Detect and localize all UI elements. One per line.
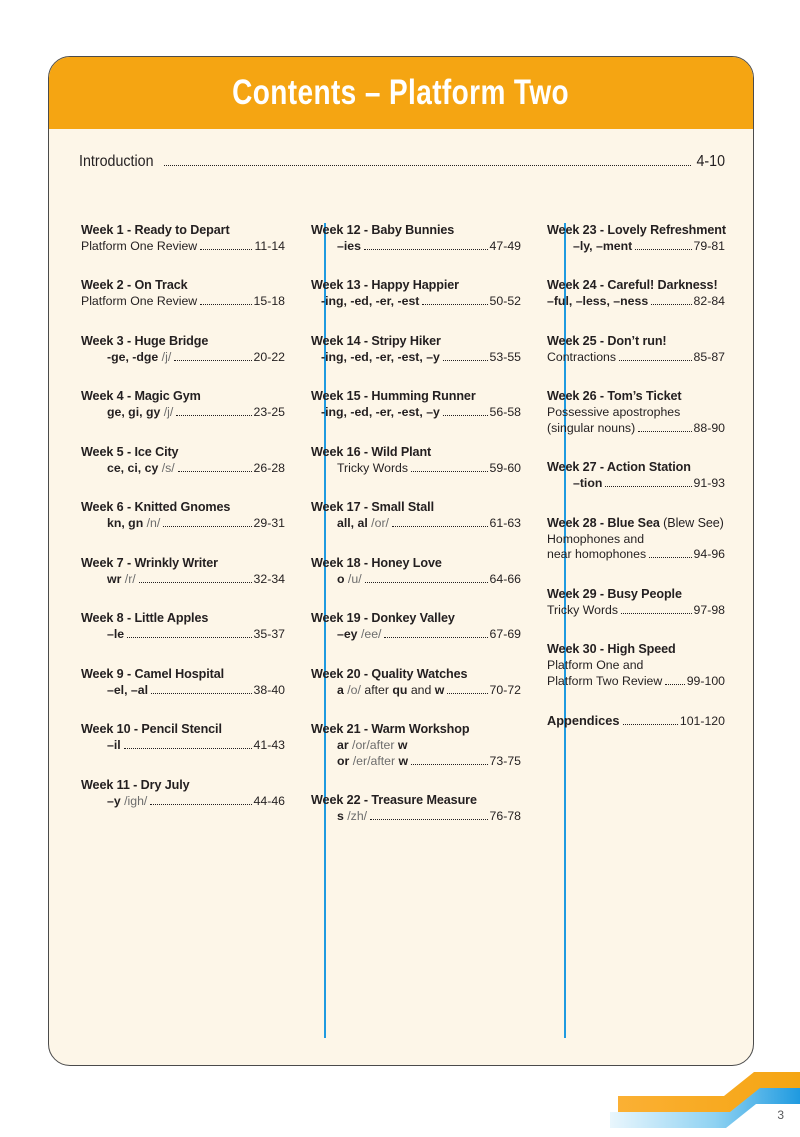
week-entry-subline-text: Platform One Review — [81, 294, 198, 309]
week-entry-subline-text: kn, gn /n/ — [107, 516, 161, 531]
week-entry-title: Week 14 - Stripy Hiker — [311, 333, 441, 348]
week-entry-subline — [311, 350, 521, 365]
week-entry-title: Week 29 - Busy People — [547, 586, 682, 601]
week-entry-subline — [311, 754, 521, 769]
leader-dots — [447, 691, 487, 694]
week-entry[interactable] — [547, 516, 725, 563]
week-entry[interactable] — [81, 278, 285, 309]
week-entry-subline — [311, 461, 521, 476]
leader-dots — [124, 746, 252, 749]
week-entry[interactable] — [311, 500, 521, 531]
week-entry-pages: 23-25 — [253, 405, 285, 420]
week-entry-title: Week 1 - Ready to Depart — [81, 223, 230, 237]
week-entry-subline-text: –tion — [573, 476, 603, 491]
week-entry-subline-text: -ing, -ed, -er, -est — [321, 294, 420, 309]
week-entry-title: Week 17 - Small Stall — [311, 500, 434, 515]
week-entry-subline-text: -ing, -ed, -er, -est, –y — [321, 349, 440, 364]
week-entry-subline-text: Platform One and — [547, 658, 644, 673]
leader-dots — [605, 484, 691, 487]
week-entry-subline — [81, 627, 285, 642]
page-header-band — [49, 57, 753, 129]
week-entry-title: Week 6 - Knitted Gnomes — [81, 500, 231, 515]
week-entry-title: Week 26 - Tom’s Ticket — [547, 389, 682, 404]
leader-dots — [665, 682, 684, 685]
week-entry-title: Week 12 - Baby Bunnies — [311, 223, 455, 237]
week-entry[interactable] — [311, 793, 521, 824]
week-entry-pages: 64-66 — [489, 571, 521, 586]
week-entry[interactable] — [81, 223, 285, 254]
week-entry-pages: 26-28 — [253, 460, 285, 475]
week-entry[interactable] — [81, 389, 285, 420]
week-entry-subline — [311, 239, 521, 254]
week-entry[interactable] — [547, 587, 725, 618]
week-entry-subline-text: all, al /or/ — [337, 516, 389, 531]
week-entry-subline-text: Tricky Words — [337, 460, 409, 475]
week-entry-subline-text: -ge, -dge /j/ — [107, 349, 172, 364]
week-entry-subline-text: s /zh/ — [337, 809, 368, 824]
week-entry-pages: 41-43 — [253, 738, 285, 753]
week-entry-title: Week 18 - Honey Love — [311, 555, 442, 570]
week-entry-pages: 44-46 — [253, 793, 285, 808]
week-entry[interactable] — [81, 500, 285, 531]
week-entry-subline — [547, 294, 725, 309]
leader-dots — [127, 635, 251, 638]
leader-dots — [384, 635, 487, 638]
week-entry-title: Week 16 - Wild Plant — [311, 444, 432, 459]
week-entry-title: Week 13 - Happy Happier — [311, 278, 459, 293]
contents-column-2 — [297, 223, 533, 1038]
week-entry-pages: 35-37 — [253, 627, 285, 642]
week-entry-subline — [311, 627, 521, 642]
leader-dots — [392, 524, 488, 527]
week-entry-subline-text: Platform One Review — [81, 239, 198, 253]
introduction-pages: 4-10 — [696, 153, 725, 170]
footer-swoosh-decoration — [600, 1066, 800, 1132]
week-entry-title: Week 24 - Careful! Darkness! — [547, 278, 718, 293]
week-entry-subline-text: ce, ci, cy /s/ — [107, 460, 175, 475]
week-entry-subline — [81, 794, 285, 809]
week-entry[interactable] — [547, 642, 725, 689]
leader-dots — [411, 762, 487, 765]
week-entry-subline — [547, 239, 725, 254]
week-entry-pages: 97-98 — [693, 602, 725, 617]
leader-dots — [139, 580, 252, 583]
week-entry-pages: 38-40 — [253, 682, 285, 697]
week-entry-subline-text: Contractions — [547, 349, 617, 364]
introduction-entry[interactable] — [79, 153, 725, 171]
week-entry-subline — [81, 461, 285, 476]
leader-dots — [651, 302, 691, 305]
week-entry-subline — [81, 572, 285, 587]
week-entry-pages: 67-69 — [489, 627, 521, 642]
week-entry-pages: 91-93 — [693, 476, 725, 491]
week-entry[interactable] — [311, 334, 521, 365]
week-entry-subline — [547, 603, 725, 618]
week-entry-subline — [311, 683, 521, 698]
week-entry-pages: 82-84 — [693, 294, 725, 309]
week-entry-pages: 99-100 — [686, 673, 725, 688]
leader-dots — [200, 247, 252, 250]
week-entry-subline — [547, 476, 725, 491]
week-entry-subline — [547, 421, 725, 436]
week-entry-pages: 11-14 — [254, 239, 285, 253]
week-entry-subline-text: Homophones and — [547, 531, 645, 546]
week-entry-title: Week 22 - Treasure Measure — [311, 793, 477, 808]
week-entry-title: Week 9 - Camel Hospital — [81, 666, 225, 681]
week-entry-subline — [547, 713, 725, 729]
leader-dots — [621, 611, 691, 614]
week-entry-pages: 47-49 — [489, 239, 521, 253]
week-entry-title: Week 5 - Ice City — [81, 444, 179, 459]
week-entry-subline — [81, 294, 285, 309]
week-entry[interactable] — [81, 778, 285, 809]
week-entry-subline-text: wr /r/ — [107, 571, 136, 586]
leader-dots — [150, 802, 251, 805]
leader-dots — [649, 555, 691, 558]
week-entry-pages: 53-55 — [489, 349, 521, 364]
week-entry-pages: 50-52 — [489, 294, 521, 309]
week-entry-title: Week 28 - Blue Sea (Blew See) — [547, 515, 724, 530]
week-entry[interactable] — [311, 223, 521, 254]
week-entry-subline — [81, 683, 285, 698]
leader-dots — [200, 302, 251, 305]
week-entry[interactable] — [547, 389, 725, 436]
week-entry-subline — [547, 405, 725, 420]
leader-dots — [443, 413, 488, 416]
week-entry-subline — [547, 532, 725, 547]
leader-dots — [638, 429, 691, 432]
week-entry[interactable] — [311, 556, 521, 587]
week-entry-subline — [547, 658, 725, 673]
week-entry-pages: 88-90 — [693, 420, 725, 435]
contents-page-card — [48, 56, 754, 1066]
week-entry-subline-text: ge, gi, gy /j/ — [107, 405, 174, 420]
week-entry-subline-text: –ly, –ment — [573, 239, 633, 253]
leader-dots — [178, 469, 252, 472]
week-entry-subline-text: –il — [107, 738, 121, 753]
week-entry[interactable] — [547, 223, 725, 254]
leader-dots — [635, 247, 691, 250]
leader-dots — [163, 524, 251, 527]
week-entry[interactable] — [81, 445, 285, 476]
week-entry-pages: 73-75 — [489, 753, 521, 768]
week-entry-subline-text: ar /or/after w — [337, 738, 408, 753]
week-entry-subline — [81, 738, 285, 753]
week-entry[interactable] — [547, 278, 725, 309]
week-entry-pages: 101-120 — [679, 714, 725, 729]
week-entry-subline — [547, 674, 725, 689]
week-entry-subline — [547, 547, 725, 562]
week-entry[interactable] — [81, 556, 285, 587]
week-entry[interactable] — [547, 334, 725, 365]
week-entry-subline-text: –y /igh/ — [107, 793, 148, 808]
week-entry-subline-text: –le — [107, 627, 125, 642]
week-entry[interactable] — [311, 667, 521, 698]
week-entry-subline-text: Possessive apostrophes — [547, 405, 681, 420]
leader-dots — [619, 358, 692, 361]
week-entry-title: Week 30 - High Speed — [547, 642, 676, 657]
week-entry-title: Week 19 - Donkey Valley — [311, 611, 455, 626]
leader-dots — [364, 247, 488, 250]
week-entry-pages: 85-87 — [693, 349, 725, 364]
week-entry[interactable] — [81, 611, 285, 642]
week-entry-title: Week 25 - Don’t run! — [547, 333, 667, 348]
week-entry[interactable] — [311, 389, 521, 420]
leader-dots — [176, 413, 251, 416]
week-entry[interactable] — [81, 667, 285, 698]
week-entry-title: Week 27 - Action Station — [547, 460, 691, 475]
week-entry-subline — [311, 294, 521, 309]
leader-dots — [443, 358, 488, 361]
week-entry-subline-text: -ing, -ed, -er, -est, –y — [321, 405, 440, 420]
week-entry[interactable] — [81, 722, 285, 753]
week-entry-subline-text: near homophones — [547, 547, 647, 562]
week-entry-subline-text: Platform Two Review — [547, 673, 663, 688]
introduction-label: Introduction — [79, 153, 154, 170]
week-entry-pages: 79-81 — [693, 239, 725, 253]
week-entry-subline-text: –ies — [337, 239, 361, 253]
leader-dots — [164, 163, 691, 166]
week-entry-title: Week 8 - Little Apples — [81, 611, 209, 626]
contents-column-1 — [67, 223, 297, 1038]
week-entry-subline — [81, 350, 285, 365]
week-entry-title: Week 15 - Humming Runner — [311, 389, 476, 404]
week-entry[interactable] — [311, 722, 521, 769]
week-entry[interactable] — [81, 334, 285, 365]
leader-dots — [174, 358, 251, 361]
page-title: Contents – Platform Two — [232, 73, 570, 112]
week-entry-title: Week 11 - Dry July — [81, 777, 190, 792]
week-entry-title: Week 2 - On Track — [81, 278, 188, 293]
week-entry-pages: 32-34 — [253, 571, 285, 586]
week-entry-subline — [547, 350, 725, 365]
week-entry-title: Week 3 - Huge Bridge — [81, 333, 209, 348]
week-entry-pages: 29-31 — [253, 516, 285, 531]
week-entry-subline — [311, 516, 521, 531]
week-entry-subline-text: –ful, –less, –ness — [547, 294, 649, 309]
week-entry[interactable] — [311, 278, 521, 309]
leader-dots — [151, 691, 252, 694]
week-entry-subline — [81, 516, 285, 531]
week-entry-subline — [311, 405, 521, 420]
week-entry-pages: 20-22 — [253, 349, 285, 364]
week-entry-subline-text: –el, –al — [107, 682, 149, 697]
week-entry-pages: 61-63 — [489, 516, 521, 531]
week-entry-subline-text: o /u/ — [337, 571, 362, 586]
week-entry-pages: 94-96 — [693, 547, 725, 562]
week-entry-title: Week 10 - Pencil Stencil — [81, 722, 222, 737]
week-entry[interactable] — [547, 460, 725, 491]
week-entry-pages: 76-78 — [489, 809, 521, 824]
week-entry-subline — [81, 405, 285, 420]
week-entry-pages: 59-60 — [489, 460, 521, 475]
week-entry-pages: 15-18 — [253, 294, 285, 309]
week-entry-title: Week 21 - Warm Workshop — [311, 722, 470, 737]
week-entry-subline-text: Appendices — [547, 713, 620, 729]
week-entry-title: Week 23 - Lovely Refreshment — [547, 223, 726, 237]
contents-columns — [67, 223, 737, 1038]
page-number: 3 — [777, 1108, 784, 1122]
leader-dots — [422, 302, 487, 305]
week-entry-subline — [311, 738, 521, 753]
week-entry-subline — [311, 572, 521, 587]
week-entry-title: Week 7 - Wrinkly Writer — [81, 555, 218, 570]
week-entry-subline-text: (singular nouns) — [547, 420, 636, 435]
week-entry-subline-text: or /er/after w — [337, 753, 409, 768]
leader-dots — [365, 580, 488, 583]
appendices-entry[interactable] — [547, 713, 725, 729]
week-entry-subline-text: –ey /ee/ — [337, 627, 382, 642]
week-entry-title: Week 20 - Quality Watches — [311, 666, 468, 681]
contents-column-3 — [533, 223, 737, 1038]
week-entry-subline-text: Tricky Words — [547, 602, 619, 617]
leader-dots — [623, 722, 678, 725]
week-entry-title: Week 4 - Magic Gym — [81, 389, 201, 404]
week-entry-pages: 70-72 — [489, 682, 521, 697]
week-entry-subline — [311, 809, 521, 824]
week-entry-subline-text: a /o/ after qu and w — [337, 682, 445, 697]
week-entry-title-suffix: (Blew See) — [659, 515, 724, 530]
week-entry-pages: 56-58 — [489, 405, 521, 420]
week-entry[interactable] — [311, 445, 521, 476]
week-entry[interactable] — [311, 611, 521, 642]
leader-dots — [370, 817, 487, 820]
week-entry-subline — [81, 239, 285, 254]
leader-dots — [411, 469, 487, 472]
